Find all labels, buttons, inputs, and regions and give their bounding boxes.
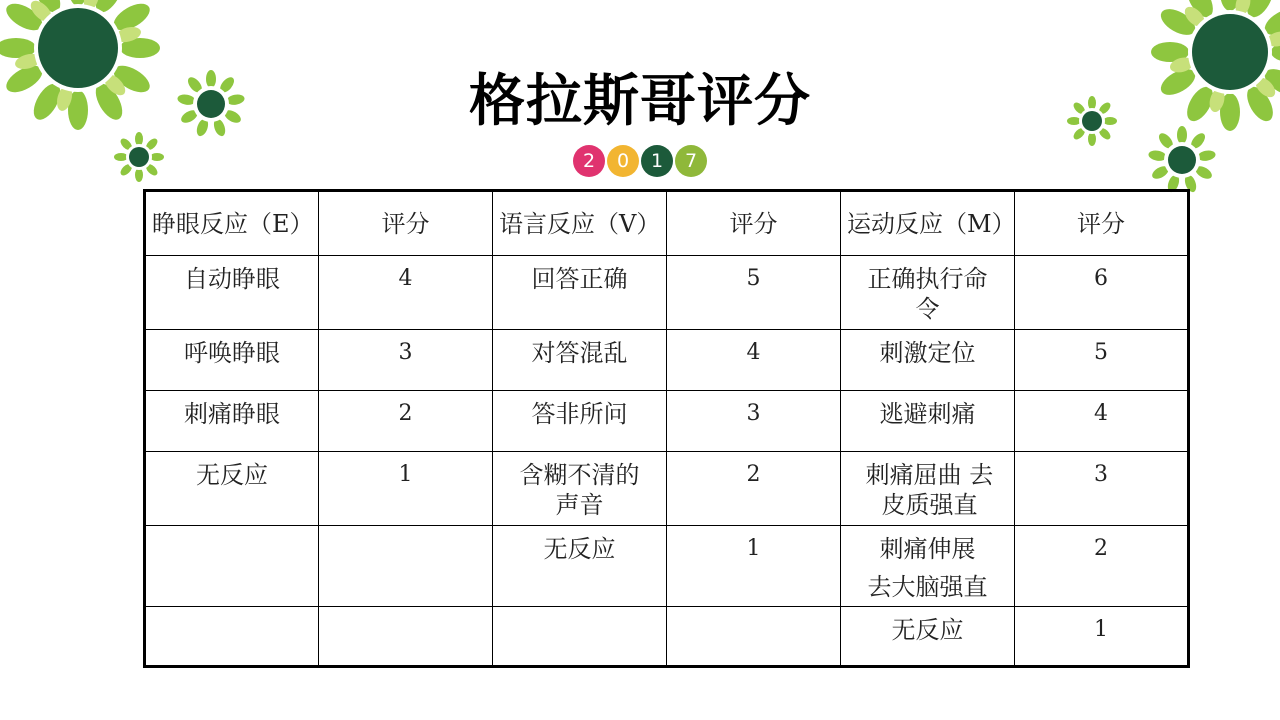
table-cell: 含糊不清的声音: [493, 452, 667, 526]
header-score: 评分: [667, 191, 841, 256]
table-cell: 6: [1015, 256, 1189, 330]
table-row: [145, 526, 1189, 607]
table-cell: 无反应: [493, 526, 667, 607]
table-cell: 正确执行命令: [841, 256, 1015, 330]
header-verbal-response: 语言反应（V）: [493, 191, 667, 256]
table-cell: [319, 607, 493, 667]
header-eye-response: 睁眼反应（E）: [145, 191, 319, 256]
gcs-table: [143, 189, 1190, 668]
table-cell: 无反应: [841, 607, 1015, 667]
table-cell: 4: [319, 256, 493, 330]
table-cell: 1: [667, 526, 841, 607]
table-cell: 5: [1015, 330, 1189, 391]
year-digit: 7: [675, 145, 707, 177]
year-digit: 1: [641, 145, 673, 177]
table-cell: 3: [319, 330, 493, 391]
table-cell: [667, 607, 841, 667]
table-cell: [319, 526, 493, 607]
table-cell: 4: [667, 330, 841, 391]
leaf-wreath-tiny-left-icon: [112, 132, 164, 182]
table-cell: 刺激定位: [841, 330, 1015, 391]
table-row: [145, 607, 1189, 667]
table-cell: 刺痛伸展 去大脑强直: [841, 526, 1015, 607]
table-cell: 2: [667, 452, 841, 526]
header-score: 评分: [319, 191, 493, 256]
table-cell: 自动睁眼: [145, 256, 319, 330]
year-digit: 0: [607, 145, 639, 177]
table-cell: 3: [667, 391, 841, 452]
page-title: 格拉斯哥评分: [469, 69, 811, 134]
table-cell: 2: [1015, 526, 1189, 607]
table-cell: 无反应: [145, 452, 319, 526]
table-row: [145, 256, 1189, 330]
table-cell: [145, 526, 319, 607]
header-motor-response: 运动反应（M）: [841, 191, 1015, 256]
year-badge: [573, 145, 707, 177]
table-cell: 逃避刺痛: [841, 391, 1015, 452]
table-cell: 1: [319, 452, 493, 526]
table-row: [145, 330, 1189, 391]
table-cell: 1: [1015, 607, 1189, 667]
table-cell: 答非所问: [493, 391, 667, 452]
year-digit: 2: [573, 145, 605, 177]
table-cell: 5: [667, 256, 841, 330]
table-cell: [145, 607, 319, 667]
table-cell: 刺痛屈曲 去皮质强直: [841, 452, 1015, 526]
table-cell: 呼唤睁眼: [145, 330, 319, 391]
table-row: [145, 452, 1189, 526]
table-cell: 回答正确: [493, 256, 667, 330]
header-score: 评分: [1015, 191, 1189, 256]
table-row: [145, 391, 1189, 452]
table-cell: 刺痛睁眼: [145, 391, 319, 452]
table-cell: [493, 607, 667, 667]
table-cell: 4: [1015, 391, 1189, 452]
table-cell: 对答混乱: [493, 330, 667, 391]
table-cell: 3: [1015, 452, 1189, 526]
table-header-row: [145, 191, 1189, 256]
table-cell: 2: [319, 391, 493, 452]
